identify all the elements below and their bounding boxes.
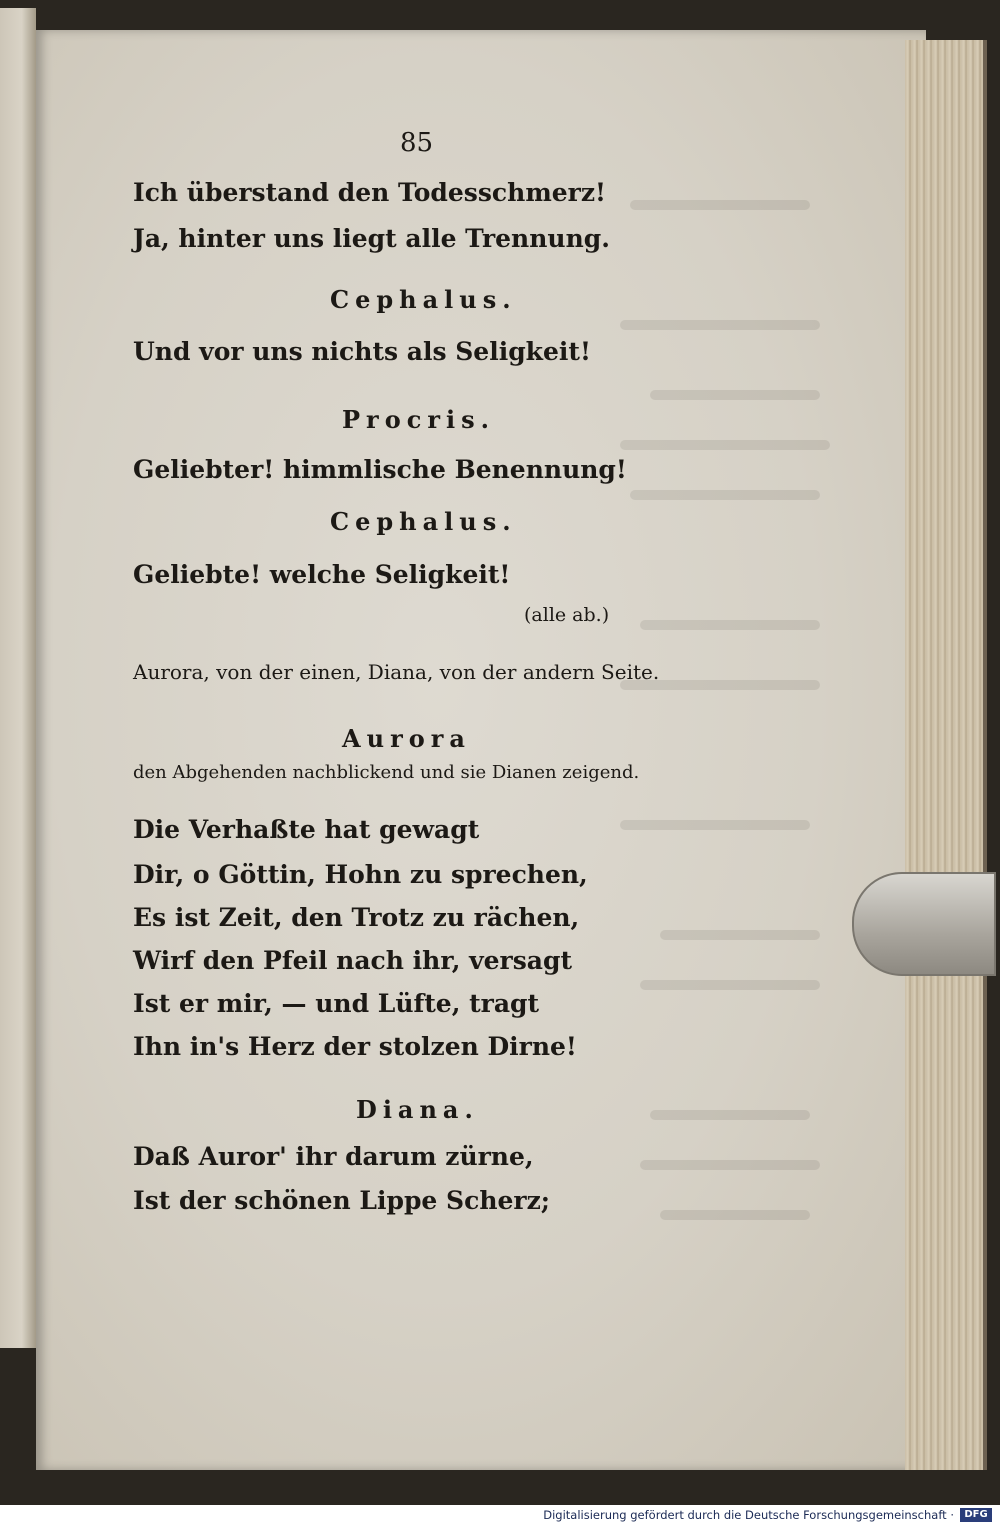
verse-line: Wirf den Pfeil nach ihr, versagt <box>133 946 573 975</box>
page-number: 85 <box>400 128 434 158</box>
left-page-edge <box>0 8 36 1348</box>
speaker-name: Procris. <box>342 405 495 434</box>
speaker-name: Diana. <box>356 1095 479 1124</box>
verse-line: Geliebter! himmlische Benennung! <box>133 455 627 484</box>
speaker-name: Cephalus. <box>330 285 517 314</box>
page-clip <box>852 872 996 976</box>
funding-credit: Digitalisierung gefördert durch die Deutsche Forschungsgemeinschaft · <box>543 1508 954 1522</box>
dfg-logo: DFG <box>960 1508 992 1522</box>
page-edges <box>905 40 987 1470</box>
verse-line: Die Verhaßte hat gewagt <box>133 815 480 844</box>
speaker-name: Aurora <box>342 724 471 753</box>
verse-line: Geliebte! welche Seligkeit! <box>133 560 511 589</box>
verse-line: Es ist Zeit, den Trotz zu rächen, <box>133 903 580 932</box>
stage-direction: Aurora, von der einen, Diana, von der andern Seite. <box>133 660 660 684</box>
stage-direction: (alle ab.) <box>524 604 610 626</box>
verse-line: Daß Auror' ihr darum zürne, <box>133 1142 534 1171</box>
speaker-name: Cephalus. <box>330 507 517 536</box>
verse-line: Ich überstand den Todesschmerz! <box>133 178 607 207</box>
digitization-footer <box>0 1505 1000 1526</box>
verse-line: Ist der schönen Lippe Scherz; <box>133 1186 550 1215</box>
verse-line: Ja, hinter uns liegt alle Trennung. <box>133 224 610 253</box>
verse-line: Dir, o Göttin, Hohn zu sprechen, <box>133 860 588 889</box>
verse-line: Und vor uns nichts als Seligkeit! <box>133 337 591 366</box>
stage-direction: den Abgehenden nachblickend und sie Dianen zeigend. <box>133 762 640 783</box>
verse-line: Ist er mir, — und Lüfte, tragt <box>133 989 540 1018</box>
verse-line: Ihn in's Herz der stolzen Dirne! <box>133 1032 577 1061</box>
